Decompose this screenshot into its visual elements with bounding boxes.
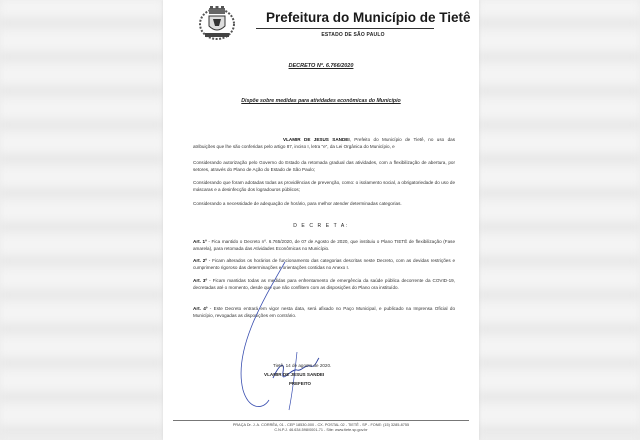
place-and-date: Tietê, 14 de agosto de 2020. <box>273 363 332 368</box>
mayor-name: VLAMIR DE JESUS SANDEI <box>283 137 350 142</box>
decreta-heading: D E C R E T A: <box>293 223 349 229</box>
footer-address-line: PRAÇA Dr. J. A. CORRÊA, 01 - CEP 18530-000 - CX. POSTAL 02 - TIETÊ - SP - FONE: (15) 3285-8755 <box>232 423 410 427</box>
article-3: Art. 3º - Ficam mantidas todas as medidas para enfrentamento de emergência da saúde pública decorrente da COVID-19, decretadas até o momento, desde que que não conflitem com as disposições do Plano ora instituído. <box>193 278 456 290</box>
preamble-paragraph-2: Considerando autorização pelo Governo do Estado da retomada gradual das atividades, com a flexibilização de abertura, por setores, através do Plano de Ação do Estado de São Paulo; <box>193 160 455 172</box>
header-divider <box>256 28 434 29</box>
municipality-title: Prefeitura do Município de Tietê <box>266 10 471 25</box>
document-page <box>163 0 479 440</box>
article-1: Art. 1º - Fica mantido o Decreto nº. 6.765/2020, de 07 de Agosto de 2020, que instituiu o Plano TIETÊ de flexibilização (Fase amarela), para retomada das Atividades Econômicas no Município. <box>193 239 456 251</box>
signer-role: PREFEITO <box>289 381 311 386</box>
article-4: Art. 4º - Este Decreto entrará em vigor nesta data, será afixado no Paço Municipal, e publicado na Imprensa Oficial do Município, revogadas as disposições em contrário. <box>193 306 455 318</box>
preamble-paragraph-3: Considerando que foram adotadas todas as providências de prevenção, como: o isolamento social, a obrigatoriedade do uso de máscaras e a desinfecção dos logradouros públicos; <box>193 180 455 192</box>
state-name: ESTADO DE SÃO PAULO <box>321 32 385 38</box>
signer-name: VLAMIR DE JESUS SANDEI <box>264 372 325 377</box>
preamble-paragraph-1: VLAMIR DE JESUS SANDEI, Prefeito do Município de Tietê, no uso das atribuições que lhe são conferidas pelo artigo 87, inciso I, letra "e", da Lei Orgânica do Município, e <box>193 137 455 149</box>
preamble-paragraph-4: Considerando a necessidade de adequação de horário, para melhor atender determinadas categorias. <box>193 201 402 206</box>
footer-address <box>163 423 479 434</box>
blurred-background-right <box>478 0 640 440</box>
decree-number: DECRETO Nº. 6.766/2020 <box>288 63 354 69</box>
blurred-background-left <box>0 0 163 440</box>
signature-icon <box>223 260 333 420</box>
coat-of-arms-icon <box>197 4 237 42</box>
decree-summary: Dispõe sobre medidas para atividades econômicas do Município <box>241 98 401 104</box>
article-2: Art. 2º - Ficam alterados os horários de funcionamento das categorias descritas neste Decreto, com as devidas restrições e cumprimento rigoroso das determinações e orientações contidas no Anexo I. <box>193 258 455 270</box>
footer-divider <box>173 420 469 421</box>
footer-cnpj-line: C.N.P.J. 46.634.598/0001-71 - Site: www.tiete.sp.gov.br <box>274 428 368 433</box>
